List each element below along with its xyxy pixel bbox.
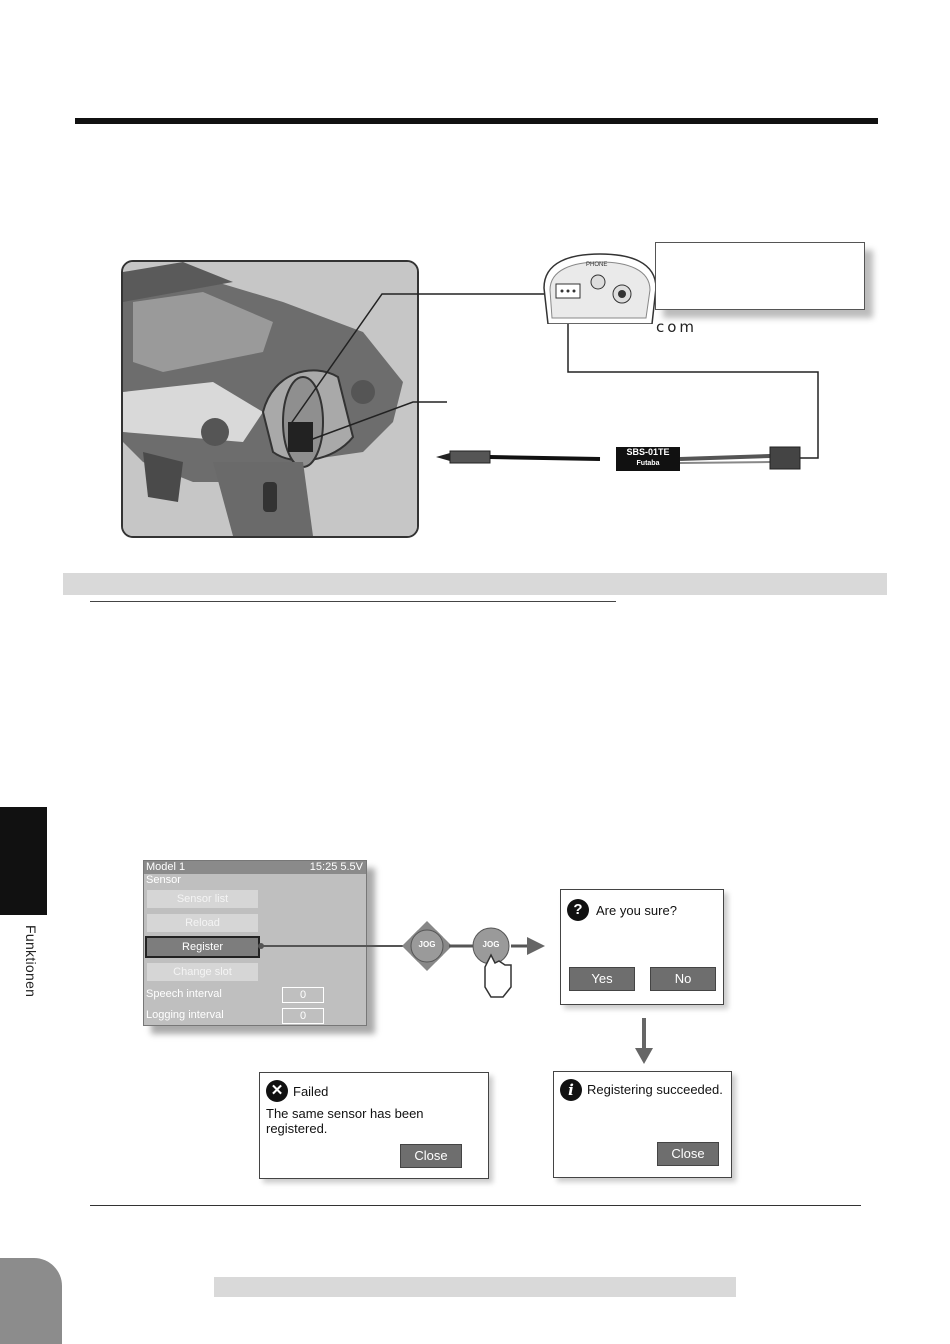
success-close-button[interactable]: Close: [657, 1142, 719, 1166]
sensor-brand-label: Futaba: [636, 460, 660, 467]
callout-box: [655, 242, 865, 310]
screen-header: [144, 861, 366, 874]
success-dialog: [553, 1071, 732, 1178]
speech-interval-value[interactable]: 0: [282, 987, 324, 1003]
jog-icon-label: JOG: [418, 940, 436, 949]
side-tab: [0, 807, 47, 915]
bottom-rule: [90, 1205, 861, 1206]
yes-button[interactable]: Yes: [569, 967, 635, 991]
change-slot-button[interactable]: Change slot: [147, 963, 258, 981]
status-readout: 15:25 5.5V: [309, 861, 363, 873]
screen-title: Sensor: [146, 874, 181, 886]
side-tab-label: Funktionen: [23, 925, 39, 998]
reload-button[interactable]: Reload: [147, 914, 258, 932]
error-icon: ✕: [266, 1080, 288, 1102]
info-icon: i: [560, 1079, 582, 1101]
page-number-tab: [0, 1258, 62, 1344]
confirm-title: Are you sure?: [596, 903, 677, 918]
speech-interval-label: Speech interval: [146, 988, 222, 1000]
phone-port-panel: [540, 252, 660, 324]
confirm-dialog: [560, 889, 724, 1005]
jog-press-label: JOG: [482, 940, 500, 949]
sensor-list-button[interactable]: Sensor list: [147, 890, 258, 908]
failed-close-button[interactable]: Close: [400, 1144, 462, 1168]
failed-dialog: [259, 1072, 489, 1179]
jog-flow: [255, 915, 555, 1005]
failed-message: The same sensor has been registered.: [266, 1106, 424, 1136]
failed-title: Failed: [293, 1084, 329, 1099]
sbs-sensor: [616, 447, 680, 471]
logging-interval-label: Logging interval: [146, 1009, 224, 1021]
no-button[interactable]: No: [650, 967, 716, 991]
down-arrow: [632, 1016, 656, 1066]
model-name: Model 1: [146, 861, 186, 873]
footer-bar: [214, 1277, 736, 1297]
question-icon: ?: [567, 899, 589, 921]
register-button[interactable]: Register: [145, 936, 260, 958]
phone-label: PHONE: [586, 262, 608, 268]
logging-interval-value[interactable]: 0: [282, 1008, 324, 1024]
success-title: Registering succeeded.: [587, 1082, 723, 1097]
section-bar: [63, 573, 887, 595]
com-label: com: [656, 318, 698, 336]
sensor-model-label: SBS-01TE: [626, 447, 670, 457]
section-underline: [90, 601, 616, 602]
